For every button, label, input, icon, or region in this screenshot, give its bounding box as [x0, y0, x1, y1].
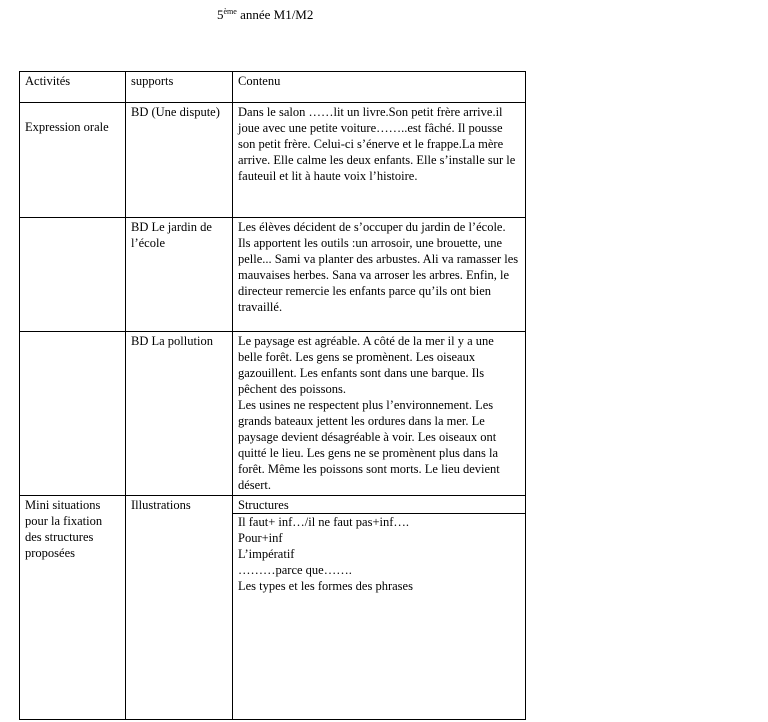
table-row — [20, 218, 526, 332]
support-cell: BD (Une dispute) — [126, 103, 233, 218]
title-superscript: ème — [223, 7, 237, 16]
table-row — [20, 332, 526, 496]
structure-item: ………parce que……. — [238, 563, 352, 577]
header-supports: supports — [126, 72, 233, 103]
header-activites: Activités — [20, 72, 126, 103]
document-title — [217, 6, 313, 24]
structures-heading: Structures — [233, 496, 525, 514]
contenu-cell — [233, 496, 526, 720]
structure-item: Il faut+ inf…/il ne faut pas+inf…. — [238, 515, 410, 529]
structure-item: L’impératif — [238, 547, 295, 561]
activite-cell — [20, 332, 126, 496]
contenu-paragraph: Le paysage est agréable. A côté de la mer il y a une belle forêt. Les gens se promènent. Les oiseaux gazouillent. Les enfants sont dans une barque. Ils pêchent des poissons. — [238, 334, 494, 396]
contenu-cell: Dans le salon ……lit un livre.Son petit frère arrive.il joue avec une petite voiture……..est fâché. Il pousse son petit frère. Celui-ci s’énerve et le frappe.La mère arrive. Elle calme les deux enfants. Elle s’installe sur le fauteuil et lit à haute voix l’histoire. — [233, 103, 526, 218]
support-cell: BD Le jardin de l’école — [126, 218, 233, 332]
activite-cell: Mini situations pour la fixation des structures proposées — [20, 496, 126, 720]
table-row — [20, 496, 526, 720]
contenu-paragraph: Les usines ne respectent plus l’environnement. Les grands bateaux jettent les ordures dans la mer. Le paysage devient désagréable à voir. Les oiseaux ont quitté le lieu. Les gens ne se promènent plus dans la forêt. Même les poissons sont morts. Le lieu devient désert. — [238, 398, 500, 492]
table-header-row — [20, 72, 526, 103]
structure-item: Les types et les formes des phrases — [238, 579, 413, 593]
structures-list — [233, 514, 525, 594]
contenu-cell: Les élèves décident de s’occuper du jardin de l’école. Ils apportent les outils :un arrosoir, une brouette, une pelle... Sami va planter des arbustes. Ali va ramasser les mauvaises herbes. Sana va arroser les arbres. Enfin, le directeur remercie les enfants parce qu’ils ont bien travaillé. — [233, 218, 526, 332]
activities-table — [19, 71, 526, 720]
contenu-cell — [233, 332, 526, 496]
activite-cell: Expression orale — [20, 103, 126, 218]
title-rest: année M1/M2 — [236, 7, 314, 22]
support-cell: Illustrations — [126, 496, 233, 720]
title-prefix: 5 — [217, 7, 224, 22]
structure-item: Pour+inf — [238, 531, 283, 545]
table-row — [20, 103, 526, 218]
support-cell: BD La pollution — [126, 332, 233, 496]
header-contenu: Contenu — [233, 72, 526, 103]
activite-cell — [20, 218, 126, 332]
